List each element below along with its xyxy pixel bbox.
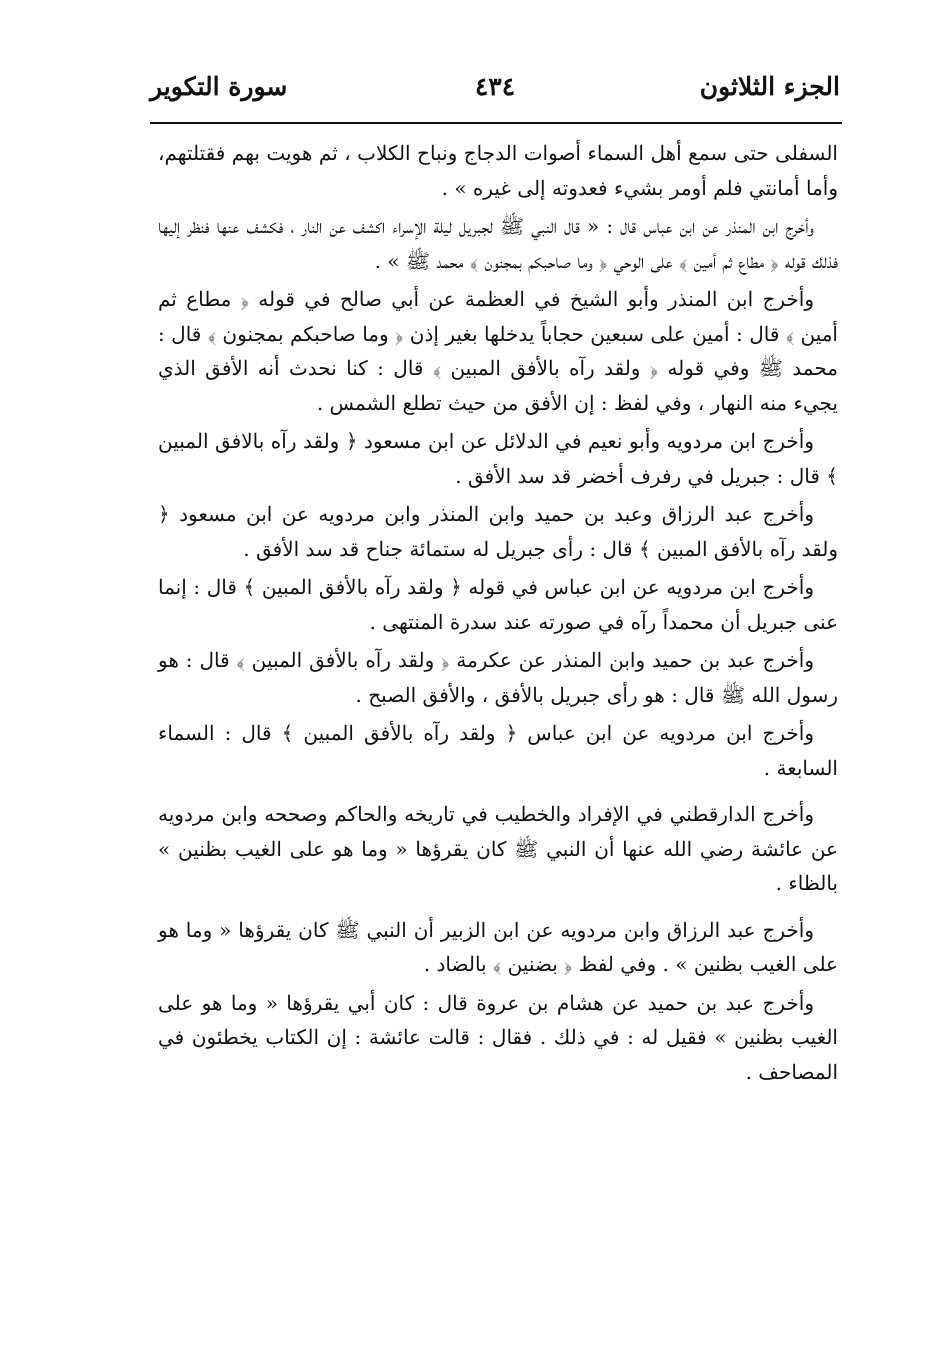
paragraph: وأخرج ابن المنذر وأبو الشيخ في العظمة عن أبي صالح في قوله ﴿ مطاع ثم أمين ﴾ قال : أمين على سبعين حجاباً يدخلها بغير إذن ﴿ وما صاحبكم بمجنون ﴾ قال : محمد ﷺ وفي قوله ﴿ ولقد رآه بالأفق المبين ﴾ قال : كنا نحدث أنه الأفق الذي يجيء منه النهار ، وفي لفظ : إن الأفق من حيث تطلع الشمس .	[158, 287, 838, 415]
paragraph: وأخرج ابن المنذر عن ابن عباس قال : « قال النبي ﷺ لجبريل ليلة الإسراء اكشف عن النار ، فكشف عنها فنظر إليها فذلك قوله ﴿ مطاع ثم أمين ﴾ على الوحي ﴿ وما صاحبكم بمجنون ﴾ محمد ﷺ » .	[158, 214, 838, 273]
paragraph: وأخرج عبد بن حميد وابن المنذر عن عكرمة ﴿ ولقد رآه بالأفق المبين ﴾ قال : هو رسول الله ﷺ قال : هو رأى جبريل بالأفق ، والأفق الصبح .	[158, 648, 838, 707]
paragraph: وأخرج عبد الرزاق وعبد بن حميد وابن المنذر وابن مردويه عن ابن مسعود ﴿ ولقد رآه بالأفق المبين ﴾ قال : رأى جبريل له ستمائة جناح قد سد الأفق .	[158, 502, 838, 561]
page-header	[150, 64, 840, 120]
paragraph: السفلى حتى سمع أهل السماء أصوات الدجاج ونباح الكلاب ، ثم هويت بهم فقتلتهم، وأما أمانتي فلم أومر بشيء فعدوته إلى غيره » .	[158, 141, 838, 200]
paragraph: وأخرج ابن مردويه عن ابن عباس ﴿ ولقد رآه بالأفق المبين ﴾ قال : السماء السابعة .	[158, 721, 838, 780]
part-title: الجزء الثلاثون	[699, 72, 840, 101]
paragraph: وأخرج عبد بن حميد عن هشام بن عروة قال : كان أبي يقرؤها « وما هو على الغيب بظنين » فقيل له : في ذلك . فقال : قالت عائشة : إن الكتاب يخطئون في المصاحف .	[158, 990, 838, 1084]
paragraph: وأخرج الدارقطني في الإفراد والخطيب في تاريخه والحاكم وصححه وابن مردويه عن عائشة رضي الله عنها أن النبي ﷺ كان يقرؤها « وما هو على الغيب بظنين » بالظاء .	[158, 802, 838, 895]
page-body	[158, 136, 838, 1093]
header-divider	[150, 122, 842, 124]
page-number: ٤٣٤	[474, 72, 516, 101]
paragraph: وأخرج ابن مردويه عن ابن عباس في قوله ﴿ ولقد رآه بالأفق المبين ﴾ قال : إنما عنى جبريل أن محمداً رآه في صورته عند سدرة المنتهى .	[158, 575, 838, 634]
surah-title: سورة التكوير	[150, 72, 288, 101]
paragraph: وأخرج ابن مردويه وأبو نعيم في الدلائل عن ابن مسعود ﴿ ولقد رآه بالافق المبين ﴾ قال : جبريل في رفرف أخضر قد سد الأفق .	[158, 429, 838, 488]
paragraph: وأخرج عبد الرزاق وابن مردويه عن ابن الزبير أن النبي ﷺ كان يقرؤها « وما هو على الغيب بظنين » . وفي لفظ ﴿ بضنين ﴾ بالضاد .	[158, 917, 838, 976]
